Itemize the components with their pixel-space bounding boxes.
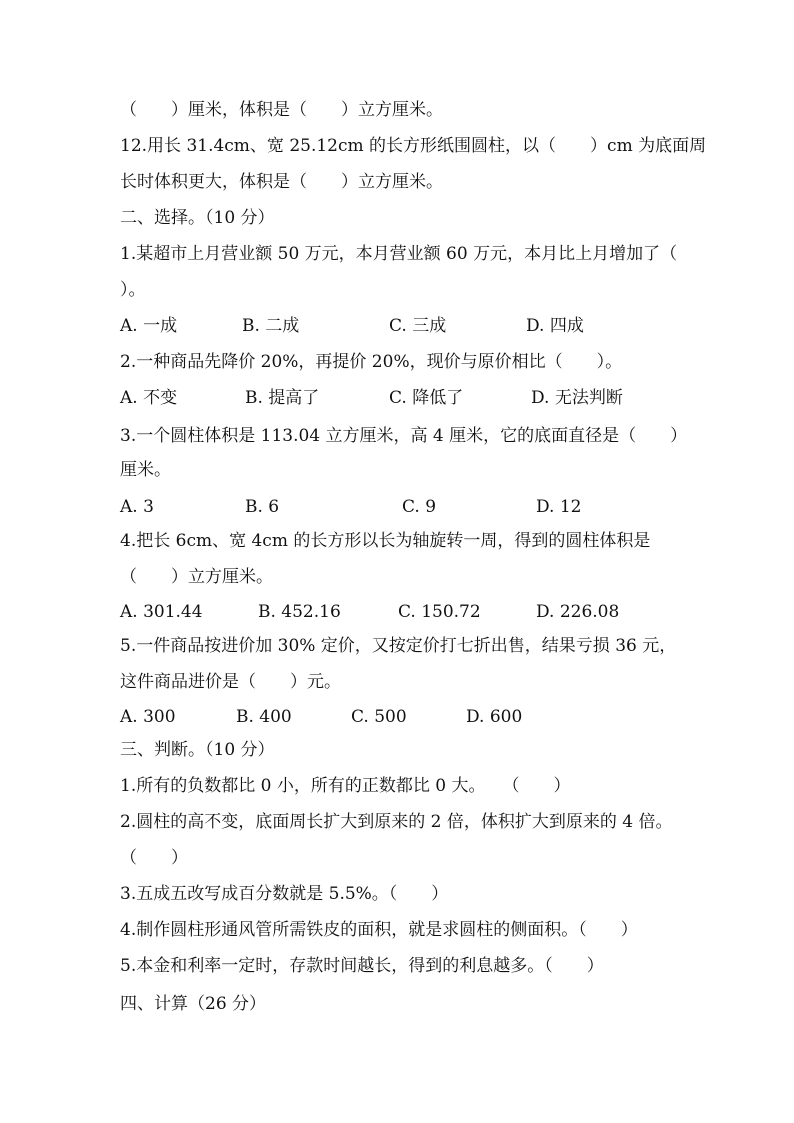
s2-q1-option-a: A. 一成 bbox=[120, 316, 178, 336]
s3-q4: 4.制作圆柱形通风管所需铁皮的面积，就是求圆柱的侧面积。（ ） bbox=[120, 920, 638, 940]
q12-line1: 12.用长 31.4cm、宽 25.12cm 的长方形纸围圆柱，以（ ）cm 为底面周 bbox=[120, 136, 707, 156]
s2-q2-option-c: C. 降低了 bbox=[389, 388, 464, 408]
s2-q4-line1: 4.把长 6cm、宽 4cm 的长方形以长为轴旋转一周，得到的圆柱体积是 bbox=[120, 531, 651, 551]
s2-q5-option-b: B. 400 bbox=[236, 707, 292, 727]
q12-line2: 长时体积更大，体积是（ ）立方厘米。 bbox=[120, 172, 443, 192]
s2-q3-option-d: D. 12 bbox=[536, 497, 582, 517]
s2-q4-line2: （ ）立方厘米。 bbox=[120, 567, 273, 587]
s2-q5-option-d: D. 600 bbox=[466, 707, 523, 727]
s2-q3-line2: 厘米。 bbox=[120, 460, 171, 480]
section3-heading: 三、判断。（10 分） bbox=[120, 740, 275, 760]
s2-q1-line2: ）。 bbox=[120, 280, 146, 300]
s2-q5-line2: 这件商品进价是（ ）元。 bbox=[120, 672, 341, 692]
section4-heading: 四、计算（26 分） bbox=[120, 994, 267, 1014]
s3-q5: 5.本金和利率一定时，存款时间越长，得到的利息越多。（ ） bbox=[120, 956, 604, 976]
s2-q5-line1: 5.一件商品按进价加 30% 定价，又按定价打七折出售，结果亏损 36 元， bbox=[120, 636, 677, 656]
s2-q2-option-b: B. 提高了 bbox=[245, 388, 320, 408]
s2-q4-option-c: C. 150.72 bbox=[398, 602, 481, 622]
s2-q2-option-d: D. 无法判断 bbox=[531, 388, 623, 408]
s2-q1-option-b: B. 二成 bbox=[242, 316, 300, 336]
s2-q2-line1: 2.一种商品先降价 20%，再提价 20%，现价与原价相比（ ）。 bbox=[120, 352, 623, 372]
s2-q3-option-b: B. 6 bbox=[245, 497, 280, 517]
q11-continuation: （ ）厘米，体积是（ ）立方厘米。 bbox=[120, 100, 443, 120]
s2-q3-option-c: C. 9 bbox=[402, 497, 437, 517]
section2-heading: 二、选择。（10 分） bbox=[120, 208, 275, 228]
s3-q2-line1: 2.圆柱的高不变，底面周长扩大到原来的 2 倍，体积扩大到原来的 4 倍。 bbox=[120, 812, 673, 832]
s2-q4-option-d: D. 226.08 bbox=[536, 602, 620, 622]
s3-q3: 3.五成五改写成百分数就是 5.5%。（ ） bbox=[120, 884, 449, 904]
s2-q1-option-c: C. 三成 bbox=[389, 316, 447, 336]
s2-q4-option-a: A. 301.44 bbox=[120, 602, 203, 622]
s2-q1-line1: 1.某超市上月营业额 50 万元，本月营业额 60 万元，本月比上月增加了（ bbox=[120, 244, 678, 264]
s3-q2-line2: （ ） bbox=[120, 848, 188, 868]
s2-q4-option-b: B. 452.16 bbox=[258, 602, 341, 622]
s2-q2-option-a: A. 不变 bbox=[120, 388, 178, 408]
s2-q5-option-c: C. 500 bbox=[351, 707, 407, 727]
s2-q5-option-a: A. 300 bbox=[120, 707, 176, 727]
s2-q3-line1: 3.一个圆柱体积是 113.04 立方厘米，高 4 厘米，它的底面直径是（ ） bbox=[120, 426, 688, 446]
s2-q3-option-a: A. 3 bbox=[120, 497, 154, 517]
s3-q1: 1.所有的负数都比 0 小，所有的正数都比 0 大。 （ ） bbox=[120, 776, 571, 796]
s2-q1-option-d: D. 四成 bbox=[526, 316, 584, 336]
